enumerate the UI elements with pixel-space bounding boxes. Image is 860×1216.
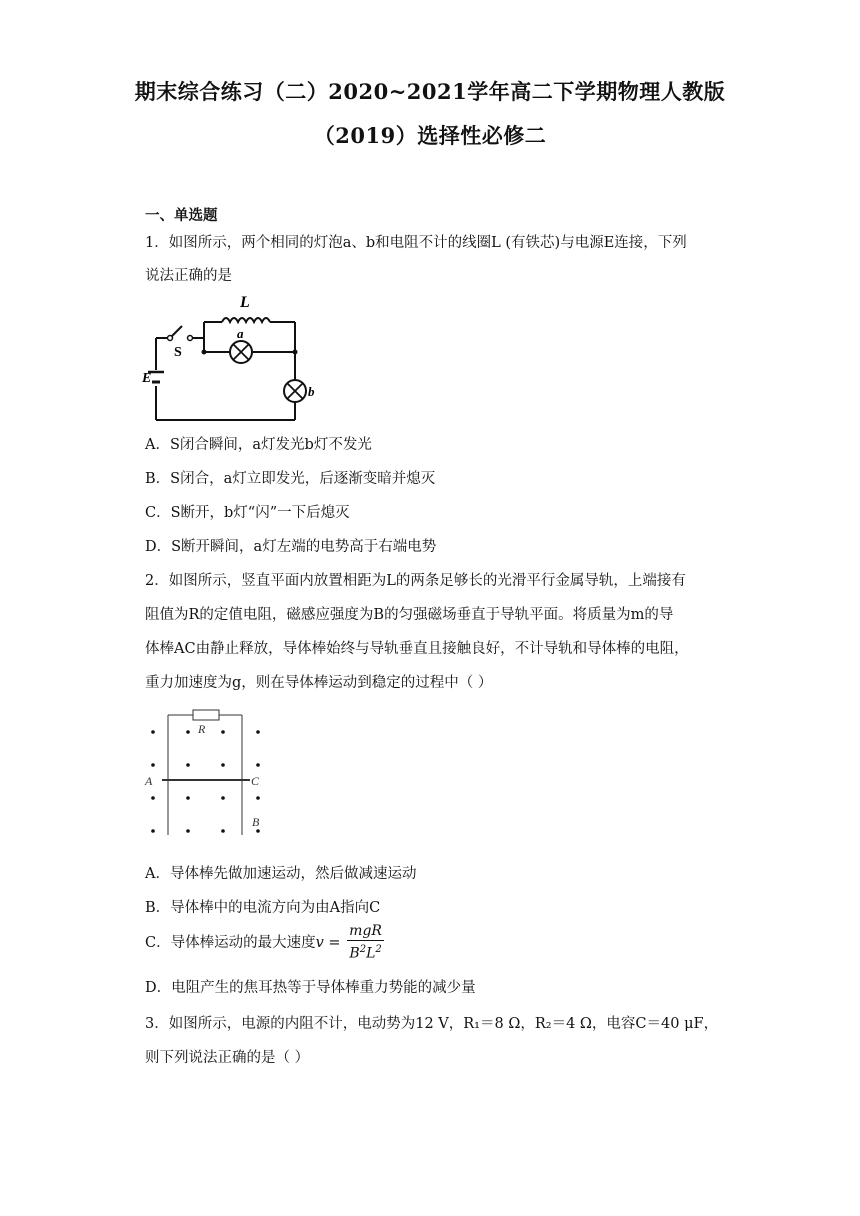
q3-stem-line1: 3．如图所示，电源的内阻不计，电动势为12 V，R₁＝8 Ω，R₂＝4 Ω，电容C＝40 μF，	[145, 1016, 719, 1032]
q1-option-c: C．S断开，b灯“闪”一下后熄灭	[145, 505, 350, 521]
label-L: L	[240, 294, 250, 311]
document-title-line1: 期末综合练习（二）2020~2021学年高二下学期物理人教版	[134, 79, 726, 104]
document-title-line2: （2019）选择性必修二	[313, 123, 547, 148]
magnetic-field-dots	[151, 730, 260, 833]
q2-stem-line1: 2．如图所示，竖直平面内放置相距为L的两条足够长的光滑平行金属导轨，上端接有	[145, 573, 686, 589]
equals-sign: =	[323, 934, 346, 951]
fraction-denominator	[347, 941, 384, 963]
label-C: C	[251, 774, 260, 788]
q1-stem-line2: 说法正确的是	[145, 268, 232, 284]
denominator-B: B	[349, 945, 360, 962]
q2-option-b: B．导体棒中的电流方向为由A指向C	[145, 900, 381, 916]
exponent-L: 2	[375, 944, 382, 955]
section-heading: 一、单选题	[145, 207, 218, 224]
q2-rail-figure	[140, 705, 280, 840]
q1-stem-line1: 1．如图所示，两个相同的灯泡a、b和电阻不计的线圈L (有铁芯)与电源E连接，下列	[145, 235, 687, 251]
q3-stem-line2: 则下列说法正确的是（ ）	[145, 1050, 310, 1066]
lamp-b-icon	[284, 380, 306, 402]
q1-circuit-figure	[140, 290, 320, 425]
q2-stem-line2: 阻值为R的定值电阻，磁感应强度为B的匀强磁场垂直于导轨平面。将质量为m的导	[145, 607, 674, 623]
label-E: E	[142, 371, 152, 386]
exponent-B: 2	[359, 944, 367, 955]
q2-option-c	[145, 923, 384, 963]
q2-stem-line3: 体棒AC由静止释放，导体棒始终与导轨垂直且接触良好，不计导轨和导体棒的电阻，	[145, 641, 689, 657]
q1-option-a: A．S闭合瞬间，a灯发光b灯不发光	[145, 437, 372, 453]
denominator-L: L	[366, 945, 376, 962]
q2-stem-line4: 重力加速度为g，则在导体棒运动到稳定的过程中（ ）	[145, 675, 493, 691]
q2-option-a: A．导体棒先做加速运动，然后做减速运动	[145, 866, 417, 882]
label-A: A	[145, 774, 153, 788]
velocity-symbol: v	[315, 934, 324, 951]
label-B: B	[252, 815, 260, 829]
fraction-numerator: mgR	[349, 923, 382, 939]
q1-option-d: D．S断开瞬间，a灯左端的电势高于右端电势	[145, 539, 437, 555]
label-b: b	[308, 384, 315, 399]
velocity-fraction	[347, 923, 384, 963]
q1-option-b: B．S闭合，a灯立即发光，后逐渐变暗并熄灭	[145, 471, 436, 487]
lamp-a-icon	[230, 341, 252, 363]
q2-option-c-text: C．导体棒运动的最大速度	[145, 934, 316, 951]
q2-option-d: D．电阻产生的焦耳热等于导体棒重力势能的减少量	[145, 980, 476, 996]
label-R: R	[198, 722, 206, 736]
label-S: S	[174, 345, 182, 360]
label-a: a	[237, 326, 244, 341]
